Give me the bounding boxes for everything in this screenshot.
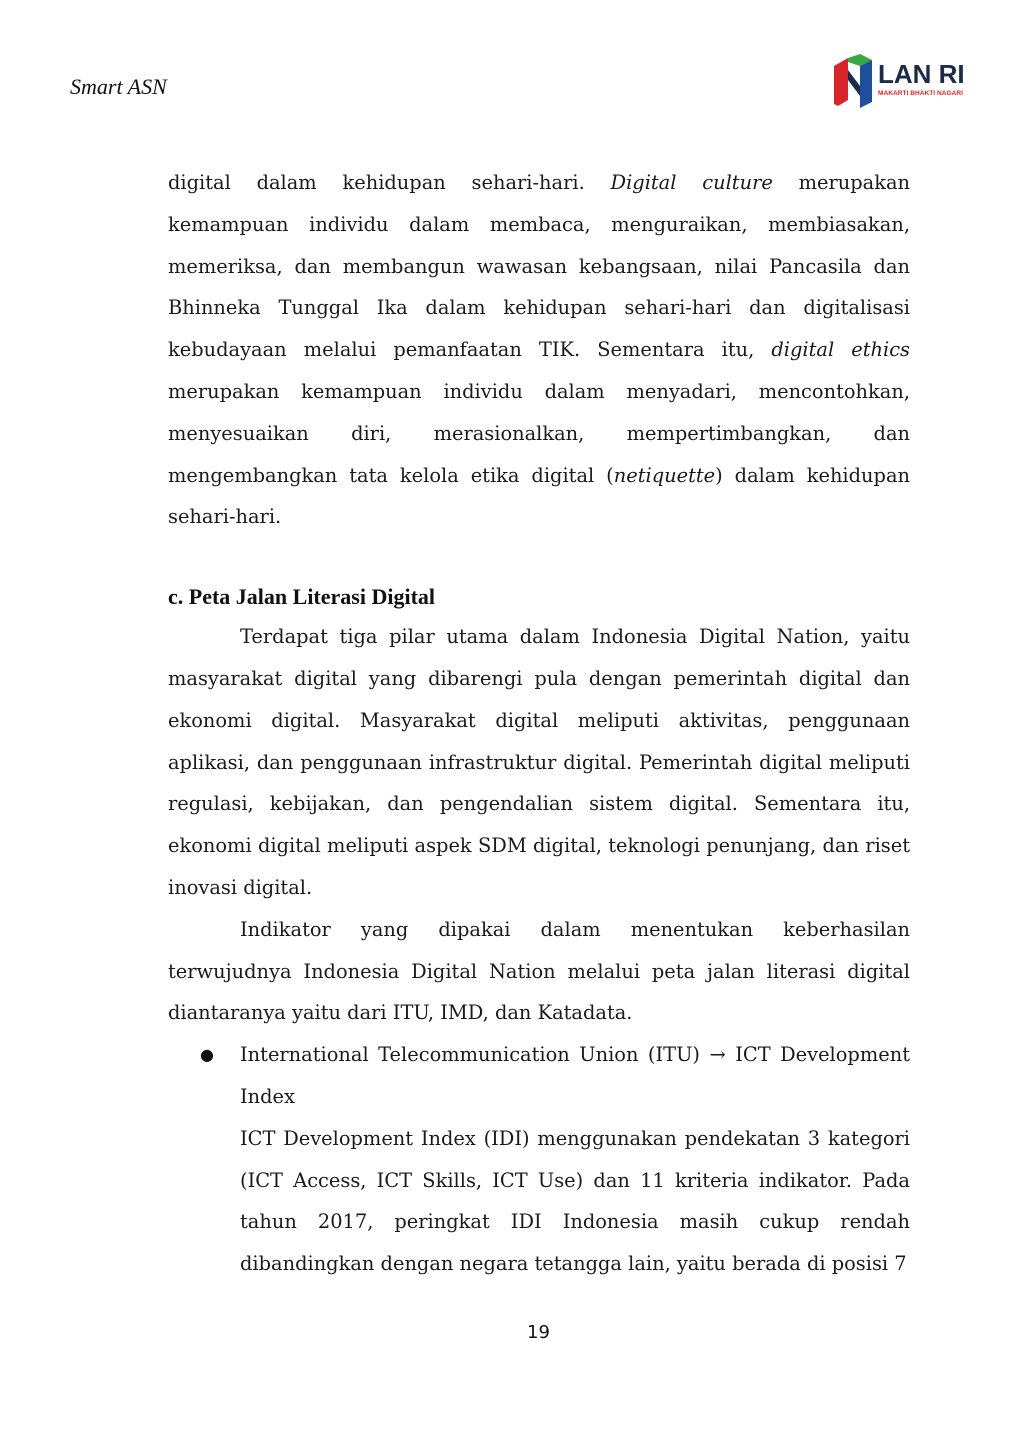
paragraph-text: merupakan kemampuan individu dalam menyadari, mencontohkan, menyesuaikan diri, merasionalkan, mempertimbangkan, dan mengembangkan tata kelola etika digital (	[168, 379, 910, 487]
list-item	[200, 1034, 910, 1285]
page-content	[168, 162, 910, 1285]
paragraph-text: merupakan kemampuan individu dalam membaca, menguraikan, membiasakan, memeriksa, dan membangun wawasan kebangsaan, nilai Pancasila dan Bhinneka Tunggal Ika dalam kehidupan sehari-hari dan digitalisasi kebudayaan melalui pemanfaatan TIK. Sementara itu,	[168, 171, 910, 362]
bullet-icon: ●	[200, 1045, 214, 1065]
bullet-description: ICT Development Index (IDI) menggunakan pendekatan 3 kategori (ICT Access, ICT Skills, ICT Use) dan 11 kriteria indikator. Pada tahun 2017, peringkat IDI Indonesia masih cukup rendah dibandingkan dengan negara tetangga lain, yaitu berada di posisi 7	[240, 1126, 910, 1276]
term-digital-ethics: digital ethics	[771, 338, 910, 362]
logo-tagline: MAKARTI BHAKTI NAGARI	[878, 90, 963, 97]
paragraph-text: digital dalam kehidupan sehari-hari.	[168, 171, 611, 194]
section-heading: c. Peta Jalan Literasi Digital	[168, 584, 436, 610]
paragraph-digital-culture-ethics	[168, 162, 910, 538]
paragraph-three-pillars: Terdapat tiga pilar utama dalam Indonesia Digital Nation, yaitu masyarakat digital yang dibarengi pula dengan pemerintah digital dan ekonomi digital. Masyarakat digital meliputi aktivitas, penggunaan aplikasi, dan penggunaan infrastruktur digital. Pemerintah digital meliputi regulasi, kebijakan, dan pengendalian sistem digital. Sementara itu, ekonomi digital meliputi aspek SDM digital, teknologi penunjang, dan riset inovasi digital.	[168, 625, 910, 899]
term-netiquette: netiquette	[613, 463, 716, 487]
page-number: 19	[527, 1322, 550, 1343]
paragraph-text: ) dalam kehidupan sehari-hari.	[168, 463, 910, 529]
paragraph-indicators: Indikator yang dipakai dalam menentukan keberhasilan terwujudnya Indonesia Digital Nation melalui peta jalan literasi digital diantaranya yaitu dari ITU, IMD, dan Katadata.	[168, 917, 910, 1025]
lan-ri-logo-icon	[830, 50, 982, 112]
running-header-title: Smart ASN	[70, 74, 167, 99]
lan-ri-logo	[830, 50, 982, 112]
term-digital-culture: Digital culture	[610, 171, 773, 194]
logo-wordmark: LAN RI	[878, 59, 965, 89]
bullet-title: International Telecommunication Union (ITU) → ICT Development Index	[240, 1043, 910, 1108]
